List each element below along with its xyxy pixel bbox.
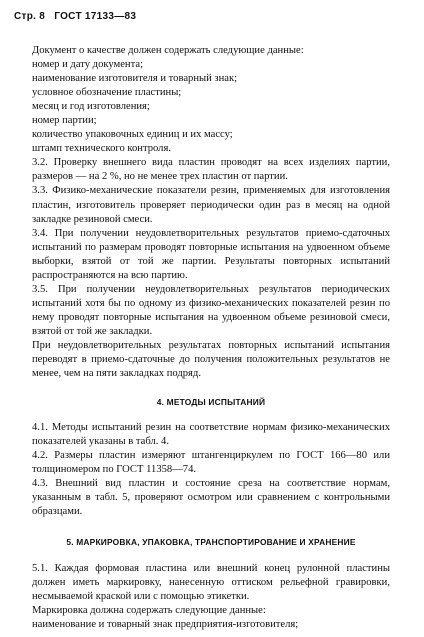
- quality-item: месяц и год изготовления;: [32, 101, 150, 113]
- paragraph-5-1-marking: Маркировка должна содержать следующие данные:: [32, 604, 266, 616]
- paragraph-3-3: 3.3. Физико-механические показатели резин, применяемых для изготовления пластин, изготовитель проверяет периодически один раз в месяц на одной закладке резиновой смеси.: [32, 185, 390, 225]
- quality-item: количество упаковочных единиц и их массу;: [32, 129, 233, 141]
- paragraph-5-1: 5.1. Каждая формовая пластина или внешний конец рулонной пластины должен иметь маркировку, нанесенную оттиском рельефной гравировки, несмываемой краской или с помощью этикетки.: [32, 562, 390, 602]
- standard-number: ГОСТ 17133—83: [54, 11, 137, 22]
- quality-item: наименование изготовителя и товарный знак;: [32, 73, 238, 85]
- quality-intro: Документ о качестве должен содержать следующие данные:: [32, 45, 304, 56]
- page-label: Стр. 8: [14, 11, 46, 22]
- quality-item: номер и дату документа;: [32, 59, 144, 71]
- quality-item: условное обозначение пластины;: [32, 87, 182, 99]
- section-4-heading: 4. МЕТОДЫ ИСПЫТАНИЙ: [156, 397, 266, 408]
- paragraph-3-2: 3.2. Проверку внешнего вида пластин проводят на всех изделиях партии, размеров — на 2 %, но не менее трех пластин от партии.: [32, 157, 390, 183]
- page-header: [14, 11, 142, 22]
- quality-item: номер партии;: [32, 115, 97, 127]
- paragraph-5-1-item: наименование и товарный знак предприятия-изготовителя;: [32, 618, 299, 630]
- paragraph-3-5-repeat: При неудовлетворительных результатах повторных испытаний испытания переводят в приемо-сдаточные до получения положительных результатов не менее, чем на пяти закладках подряд.: [32, 339, 390, 380]
- paragraph-4-2: 4.2. Размеры пластин измеряют штангенциркулем по ГОСТ 166—80 или толщиномером по ГОСТ 11358—74.: [32, 450, 390, 476]
- paragraph-3-5: 3.5. При получении неудовлетворительных результатов периодических испытаний хотя бы по одному из физико-механических показателей резин по нему проводят повторные испытания на удвоенном объеме резиновой смеси, взятой от той же закладки.: [32, 283, 390, 337]
- paragraph-4-1: 4.1. Методы испытаний резин на соответствие нормам физико-механических показателей указаны в табл. 4.: [32, 422, 390, 448]
- quality-document-block: [32, 44, 390, 156]
- page-body: [32, 44, 390, 632]
- paragraph-3-4: 3.4. При получении неудовлетворительных результатов приемо-сдаточных испытаний по размерам проводят повторные испытания на удвоенном объеме выборки, взятой от той же партии. Результаты повторных испытаний распространяются на всю партию.: [32, 227, 390, 281]
- quality-item: штамп технического контроля.: [32, 143, 171, 155]
- section-5-heading: 5. МАРКИРОВКА, УПАКОВКА, ТРАНСПОРТИРОВАНИЕ И ХРАНЕНИЕ: [66, 536, 356, 547]
- paragraph-4-3: 4.3. Внешний вид пластин и состояние среза на соответствие нормам, указанным в табл. 5, проверяют осмотром или сравнением с контрольными образцами.: [32, 478, 390, 518]
